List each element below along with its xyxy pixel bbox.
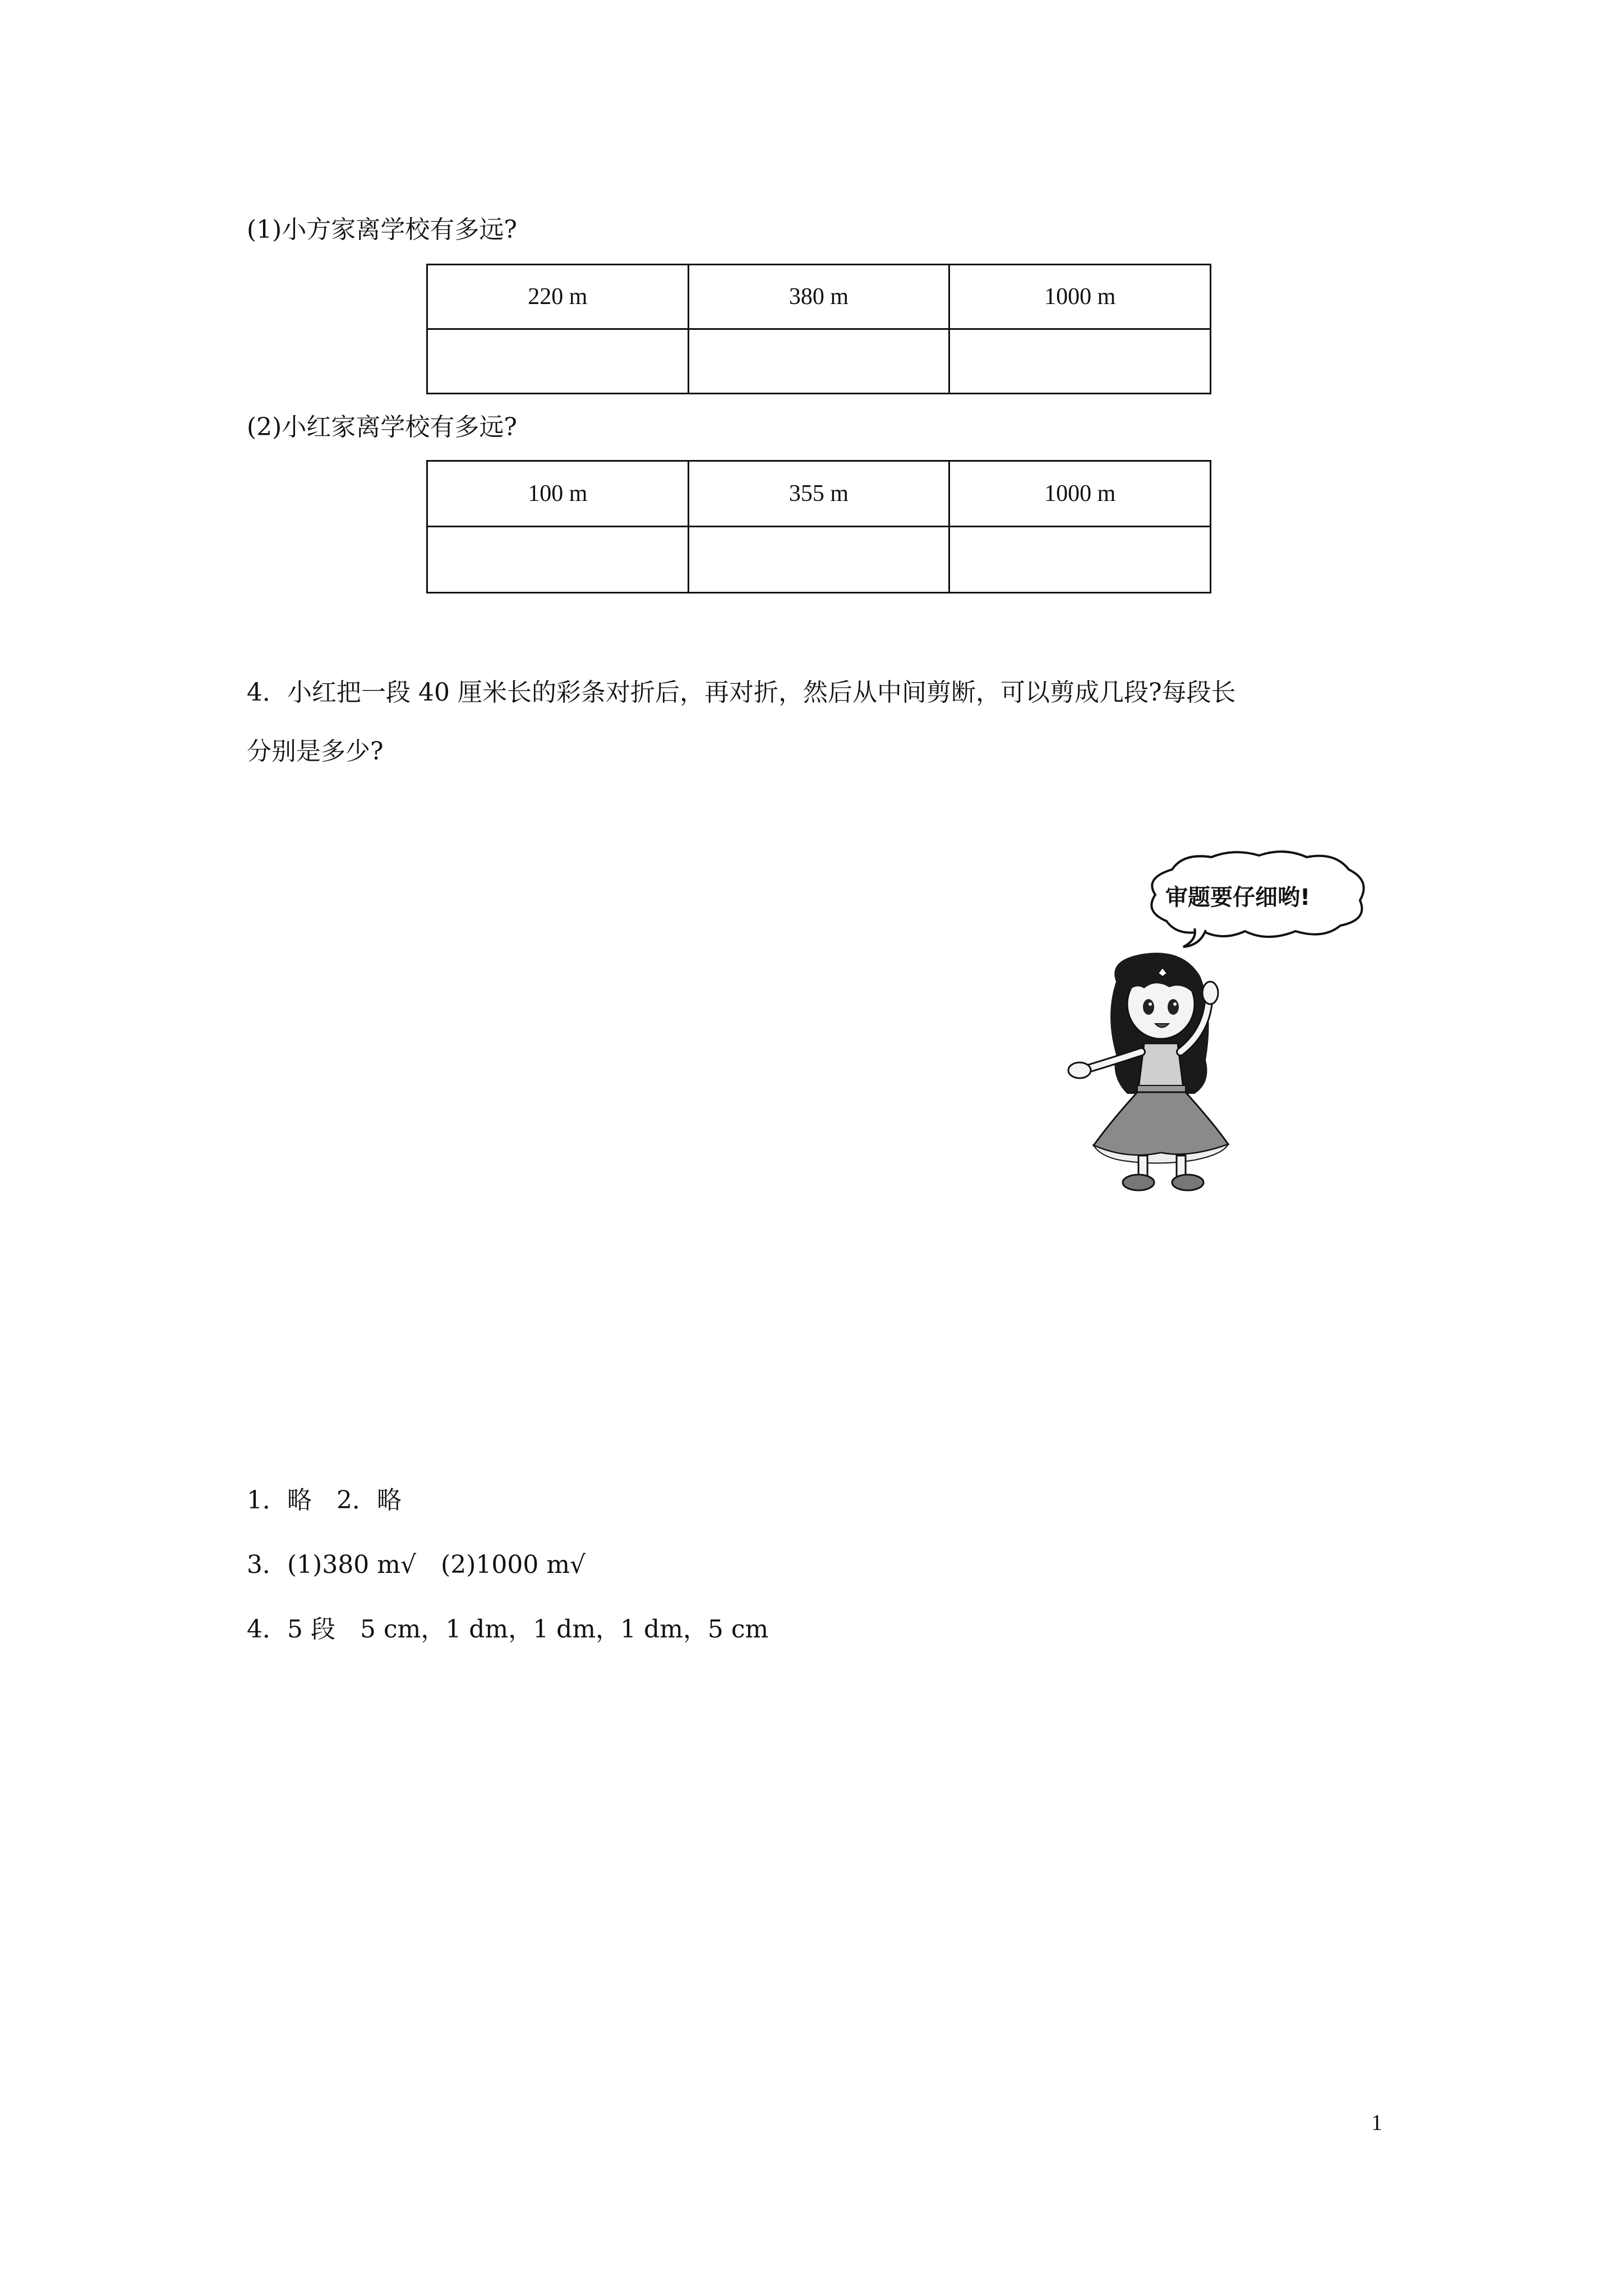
q3-part2-answer-cell-1[interactable] [427, 527, 689, 593]
q3-part1-option-3: 1000 m [949, 265, 1211, 329]
q3-part1-option-1: 220 m [427, 265, 689, 329]
q3-part2-answer-cell-2[interactable] [688, 527, 949, 593]
speech-bubble [1138, 847, 1374, 948]
girl-illustration-drawing [1054, 948, 1267, 1195]
q3-part1-answer-cell-3[interactable] [949, 329, 1211, 394]
answer-line-3: 4．5 段 5 cm，1 dm，1 dm，1 dm，5 cm [247, 1615, 769, 1644]
q3-part1-answer-cell-1[interactable] [427, 329, 689, 394]
q3-part2-option-3: 1000 m [949, 461, 1211, 527]
q3-part1-option-2: 380 m [688, 265, 949, 329]
page-number: 1 [1371, 2110, 1382, 2135]
girl-illustration [1054, 948, 1267, 1195]
q3-part1-answer-cell-2[interactable] [688, 329, 949, 394]
answer-line-1: 1．略 2．略 [247, 1486, 402, 1515]
q3-part2-answer-cell-3[interactable] [949, 527, 1211, 593]
q3-part2-option-1: 100 m [427, 461, 689, 527]
q3-part1-table [426, 264, 1211, 394]
speech-bubble-text: 审题要仔细哟! [1165, 885, 1311, 910]
q3-part2-option-2: 355 m [688, 461, 949, 527]
q3-part1-label: (1)小方家离学校有多远? [247, 215, 517, 244]
q4-line-2: 分别是多少? [247, 737, 384, 766]
q3-part2-table [426, 460, 1211, 593]
q3-part2-label: (2)小红家离学校有多远? [247, 413, 517, 441]
q4-line-1: 4．小红把一段 40 厘米长的彩条对折后，再对折，然后从中间剪断，可以剪成几段?每段长 [247, 678, 1236, 707]
answer-line-2: 3．(1)380 m√ (2)1000 m√ [247, 1550, 586, 1579]
